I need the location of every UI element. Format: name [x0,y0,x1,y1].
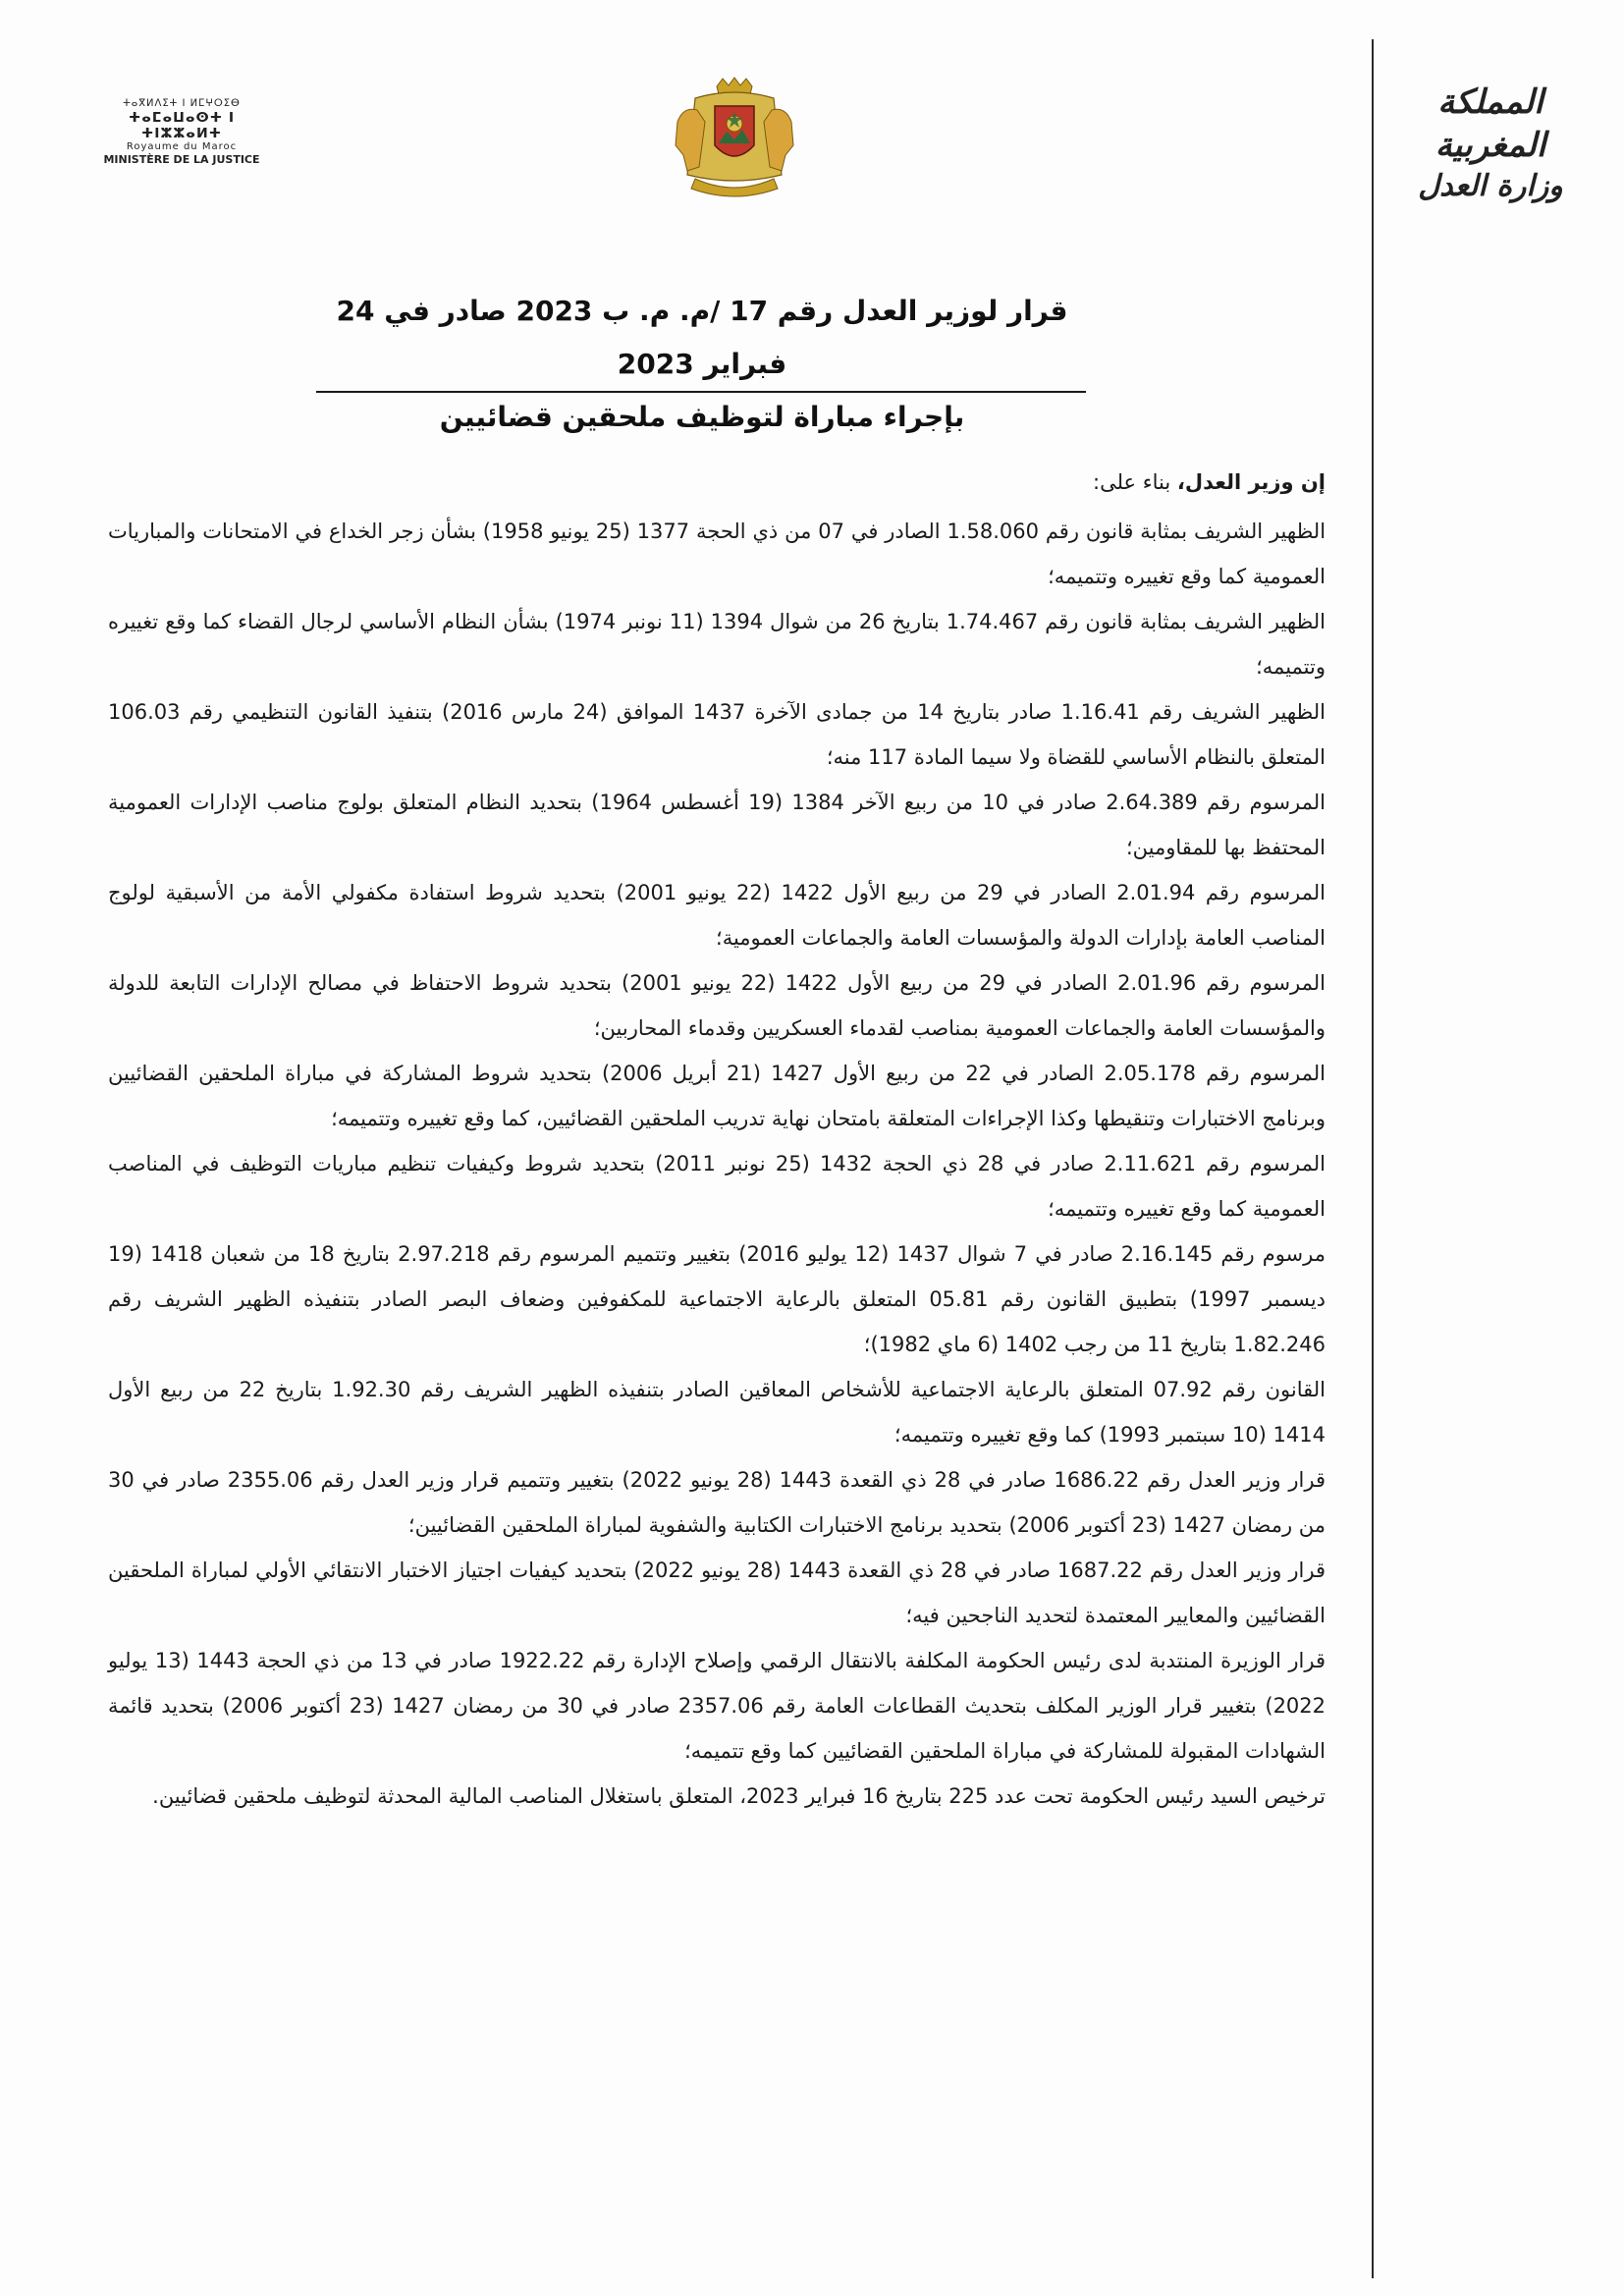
coat-of-arms-icon [666,77,803,204]
legal-basis-paragraph: الظهير الشريف بمثابة قانون رقم 1.58.060 الصادر في 07 من ذي الحجة 1377 (25 يونيو 1958) بشأن زجر الخداع في الامتحانات والمباريات العمومية كما وقع تغييره وتتميمه؛ [108,519,1326,588]
decree-body [108,460,1326,1819]
legal-basis-paragraph: قرار وزير العدل رقم 1686.22 صادر في 28 ذي القعدة 1443 (28 يونيو 2022) بتغيير وتتميم قرار وزير العدل رقم 2355.06 صادر في 30 من رمضان 1427 (23 أكتوبر 2006) بتحديد برنامج الاختبارات الكتابية والشفوية لمباراة الملحقين القضائيين؛ [108,1468,1326,1537]
kingdom-ministry-calligraphy [1392,81,1589,206]
decree-title-line2: بإجراء مباراة لتوظيف ملحقين قضائيين [439,401,965,433]
royaume-label: Royaume du Maroc [126,141,238,152]
calligraphy-kingdom: المملكة المغربية [1435,82,1546,165]
legal-basis-paragraph: المرسوم رقم 2.05.178 الصادر في 22 من ربيع الأول 1427 (21 أبريل 2006) بتحديد شروط المشاركة في مباراة الملحقين القضائيين وبرنامج الاختبارات وتنقيطها وكذا الإجراءات المتعلقة بامتحان نهاية تدريب الملحقين القضائيين، كما وقع تغييره وتتميمه؛ [108,1062,1326,1130]
legal-basis-paragraph: الظهير الشريف بمثابة قانون رقم 1.74.467 بتاريخ 26 من شوال 1394 (11 نونبر 1974) بشأن النظام الأساسي لرجال القضاء كما وقع تغييره وتتميمه؛ [108,610,1326,679]
legal-basis-paragraph: ترخيص السيد رئيس الحكومة تحت عدد 225 بتاريخ 16 فبراير 2023، المتعلق باستغلال المناصب المالية المحدثة لتوظيف ملحقين قضائيين. [152,1784,1326,1808]
ministry-logo-block [98,98,265,166]
intro-bold: إن وزير العدل، [1176,470,1326,494]
legal-basis-paragraph: المرسوم رقم 2.01.94 الصادر في 29 من ربيع الأول 1422 (22 يونيو 2001) بتحديد شروط استفادة مكفولي الأمة من الأسبقية لولوج المناصب العامة بإدارات الدولة والمؤسسات العامة والجماعات العمومية؛ [108,881,1326,950]
legal-basis-paragraph: المرسوم رقم 2.11.621 صادر في 28 ذي الحجة 1432 (25 نونبر 2011) بتحديد شروط وكيفيات تنظيم مباريات التوظيف في المناصب العمومية كما وقع تغييره وتتميمه؛ [108,1152,1326,1221]
legal-basis-paragraph: قرار وزير العدل رقم 1687.22 صادر في 28 ذي القعدة 1443 (28 يونيو 2022) بتحديد كيفيات اجتياز الاختبار الانتقائي الأولي لمباراة الملحقين القضائيين والمعايير المعتمدة لتحديد الناجحين فيه؛ [108,1558,1326,1627]
tifinagh-ministry: ⵜⴰⵎⴰⵡⴰⵙⵜ ⵏ ⵜⵏⵣⵣⴰⵍⵜ [128,110,236,141]
intro-rest: بناء على: [1093,470,1177,494]
legal-basis-paragraph: القانون رقم 07.92 المتعلق بالرعاية الاجتماعية للأشخاص المعاقين الصادر بتنفيذه الظهير الشريف رقم 1.92.30 بتاريخ 22 من ربيع الأول 1414 (10 سبتمبر 1993) كما وقع تغييره وتتميمه؛ [108,1378,1326,1447]
legal-basis-paragraph: قرار الوزيرة المنتدبة لدى رئيس الحكومة المكلفة بالانتقال الرقمي وإصلاح الإدارة رقم 1922.22 صادر في 13 من ذي الحجة 1443 (13 يوليو 2022) بتغيير قرار الوزير المكلف بتحديث القطاعات العامة رقم 2357.06 صادر في 30 من رمضان 1427 (23 أكتوبر 2006) بتحديد قائمة الشهادات المقبولة للمشاركة في مباراة الملحقين القضائيين كما وقع تتميمه؛ [108,1649,1326,1763]
vertical-margin-rule [1372,39,1374,2278]
legal-basis-paragraph: مرسوم رقم 2.16.145 صادر في 7 شوال 1437 (12 يوليو 2016) بتغيير وتتميم المرسوم رقم 2.97.218 بتاريخ 18 من شعبان 1418 (19 ديسمبر 1997) بتطبيق القانون رقم 05.81 المتعلق بالرعاية الاجتماعية للمكفوفين وضعاف البصر الصادر بتنفيذه الظهير الشريف رقم 1.82.246 بتاريخ 11 من رجب 1402 (6 ماي 1982)؛ [108,1242,1326,1356]
title-underline [316,391,1086,393]
legal-basis-paragraph: المرسوم رقم 2.01.96 الصادر في 29 من ربيع الأول 1422 (22 يونيو 2001) بتحديد شروط الاحتفاظ في مصالح الإدارات التابعة للدولة والمؤسسات العامة والجماعات العمومية بمناصب لقدماء العسكريين وقدماء المحاربين؛ [108,971,1326,1040]
intro-line [108,460,1326,505]
ministry-label: MINISTÈRE DE LA JUSTICE [103,153,260,166]
tifinagh-kingdom: ⵜⴰⴳⵍⴷⵉⵜ ⵏ ⵍⵎⵖⵔⵉⴱ [123,98,241,109]
calligraphy-ministry: وزارة العدل [1418,169,1563,203]
legal-basis-paragraph: المرسوم رقم 2.64.389 صادر في 10 من ربيع الآخر 1384 (19 أغسطس 1964) بتحديد النظام المتعلق بولوج مناصب الإدارات العمومية المحتفظ بها للمقاومين؛ [108,791,1326,859]
legal-basis-paragraph: الظهير الشريف رقم 1.16.41 صادر بتاريخ 14 من جمادى الآخرة 1437 الموافق (24 مارس 2016) بتنفيذ القانون التنظيمي رقم 106.03 المتعلق بالنظام الأساسي للقضاة ولا سيما المادة 117 منه؛ [108,700,1326,769]
decree-title-line1: قرار لوزير العدل رقم 17 /م. م. ب 2023 صادر في 24 فبراير 2023 [336,295,1068,380]
decree-title [314,285,1090,444]
